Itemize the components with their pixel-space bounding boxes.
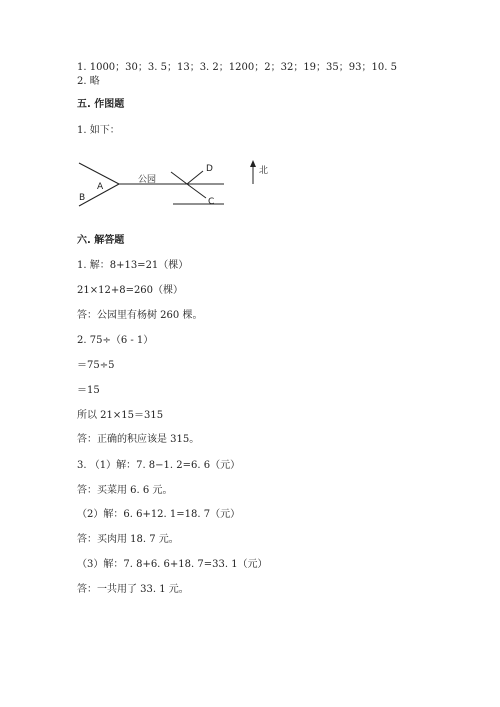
q3-answer-3: 答：一共用了 33. 1 元。: [77, 584, 189, 595]
label-d: D: [206, 164, 213, 174]
ray-to-d: [187, 171, 203, 184]
q3-part-1: 3. （1）解：7. 8−1. 2=6. 6（元）: [77, 460, 241, 471]
label-c: C: [208, 197, 215, 207]
label-b: B: [79, 193, 86, 203]
q1-step-1: 1. 解：8+13=21（棵）: [77, 260, 189, 271]
q3-answer-2: 答：买肉用 18. 7 元。: [77, 534, 179, 545]
label-a: A: [97, 182, 104, 192]
angle-left-ray: [171, 172, 187, 184]
angle-upper-ray: [79, 163, 119, 184]
section-5-title: 五. 作图题: [77, 99, 125, 110]
q2-step-1: 2. 75÷（6 - 1）: [77, 335, 154, 346]
q2-step-2: ＝75÷5: [77, 360, 115, 371]
q1-answer: 答：公园里有杨树 260 棵。: [77, 310, 203, 321]
q1-step-2: 21×12+8=260（棵）: [77, 285, 184, 296]
ray-to-c: [187, 184, 206, 198]
q2-step-3: ＝15: [77, 385, 100, 396]
section-5-item-1: 1. 如下：: [77, 125, 120, 136]
section-6-title: 六. 解答题: [77, 235, 125, 246]
label-north: 北: [259, 166, 269, 176]
q3-part-2: （2）解：6. 6+12. 1=18. 7（元）: [77, 509, 241, 520]
q2-step-4: 所以 21×15＝315: [77, 410, 164, 421]
q3-part-3: （3）解：7. 8+6. 6+18. 7=33. 1（元）: [77, 559, 268, 570]
q3-answer-1: 答：买菜用 6. 6 元。: [77, 485, 173, 496]
label-park: 公园: [138, 175, 157, 185]
answer-line-1: 1. 1000；30；3. 5；13；3. 2；1200；2；32；19；35；93；10. 5: [77, 62, 397, 73]
q2-answer: 答：正确的积应该是 315。: [77, 434, 200, 445]
answer-line-2: 2. 略: [77, 76, 100, 87]
north-arrow: [250, 160, 256, 184]
